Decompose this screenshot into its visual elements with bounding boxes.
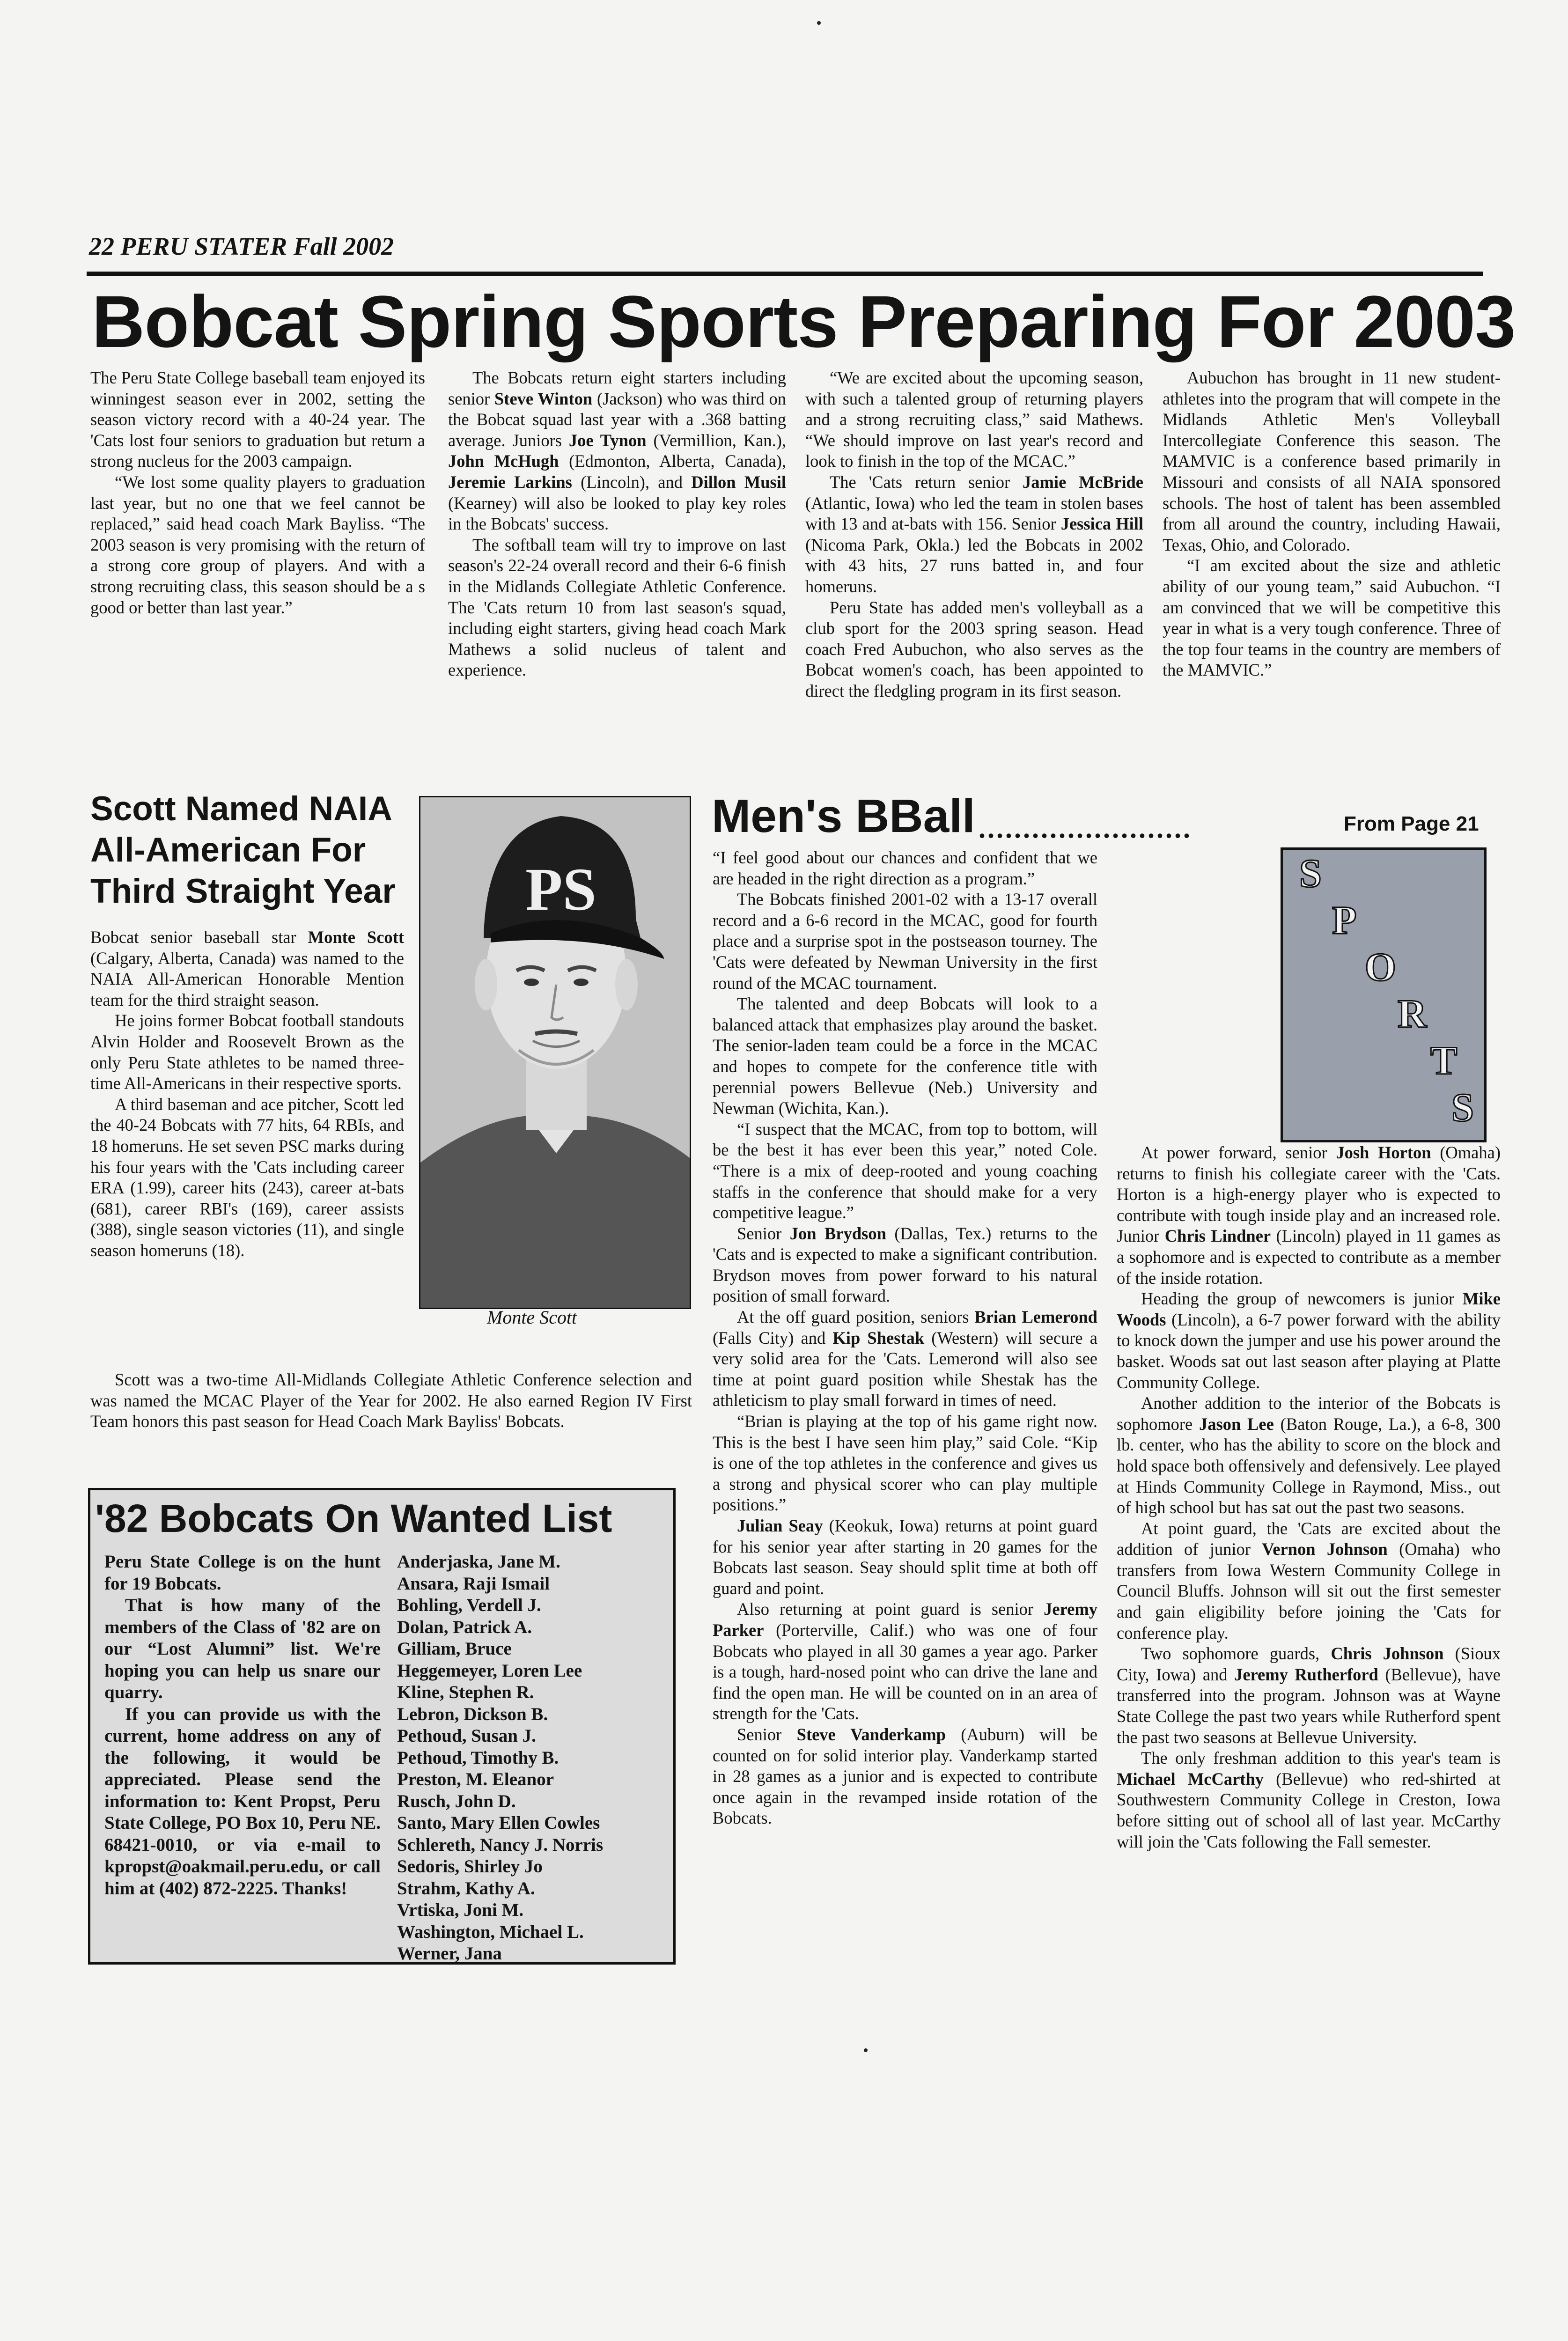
photo-caption: Monte Scott [487,1307,577,1328]
bold-name: Monte Scott [308,928,404,947]
article-paragraph: “I am excited about the size and athletic ability of our young team,” said Aubuchon. “I am convinced that we will be competitive this year in what is a very tough conference. Three of the top four teams in the country are members of the MAMVIC.” [1163,556,1501,680]
wanted-name: Anderjaska, Jane M. [397,1552,560,1572]
article-paragraph: The softball team will try to improve on last season's 22-24 overall record and their 6-6 finish in the Midlands Collegiate Athletic Conference. The 'Cats return 10 from last season's squad, including eight starters, giving head coach Mark Mathews a solid nucleus of talent and experience. [448,535,786,680]
bold-name: Kip Shestak [832,1328,925,1347]
bold-name: Jeremy Rutherford [1234,1664,1378,1684]
wanted-name: Kline, Stephen R. [397,1682,534,1702]
wanted-paragraph: Peru State College is on the hunt for 19 Bobcats. [104,1552,381,1594]
article-paragraph: Heading the group of newcomers is junior Mike Woods (Lincoln), a 6-7 power forward with the ability to knock down the jumper and use his power around the basket. Woods sat out last season after playing at Platte Community College. [1117,1289,1501,1392]
bold-name: Steve Winton [494,389,593,408]
bold-name: Steve Vanderkamp [796,1724,946,1744]
wanted-names-list [397,1551,669,1965]
bold-name: Mike Woods [1117,1289,1501,1329]
bold-name: Michael McCarthy [1117,1769,1264,1789]
bold-name: Chris Lindner [1164,1226,1271,1246]
article-paragraph: Senior Jon Brydson (Dallas, Tex.) returns to the 'Cats and is expected to make a significant contribution. Brydson moves from power forward to his natural position of small forward. [713,1223,1097,1306]
wanted-name: Preston, M. Eleanor [397,1769,554,1789]
bold-name: Josh Horton [1336,1143,1431,1162]
bold-name: Joe Tynon [568,430,647,450]
sports-letter: S [1451,1085,1474,1130]
article-paragraph: The Bobcats return eight starters including senior Steve Winton (Jackson) who was third on the Bobcat squad last year with a .368 batting average. Juniors Joe Tynon (Vermillion, Kan.), John McHugh (Edmonton, Alberta, Canada), Jeremie Larkins (Lincoln), and Dillon Musil (Kearney) will also be looked to play key roles in the Bobcats' success. [448,368,786,534]
print-speck [864,2048,868,2052]
wanted-name: Gilliam, Bruce [397,1639,512,1659]
page-folio: 22 PERU STATER Fall 2002 [89,232,394,260]
wanted-name: Rusch, John D. [397,1791,516,1811]
article-paragraph: Scott was a two-time All-Midlands Collegiate Athletic Conference selection and was named the MCAC Player of the Year for 2002. He also earned Region IV First Team honors this past season for Head Coach Mark Bayliss' Bobcats. [90,1370,692,1431]
wanted-name: Bohling, Verdell J. [397,1595,541,1615]
wanted-name: Pethoud, Timothy B. [397,1747,559,1768]
bold-name: Jamie McBride [1023,472,1143,492]
bold-name: Vernon Johnson [1262,1539,1388,1559]
wanted-name: Schlereth, Nancy J. Norris [397,1834,604,1855]
article-paragraph: Aubuchon has brought in 11 new student-athletes into the program that will compete in the Midlands Athletic Men's Volleyball Intercollegiate Conference this season. The MAMVIC is a conference based primarily in Missouri and consists of all NAIA sponsored schools. The host of talent has been assembled from all around the country, including Hawaii, Texas, Ohio, and Colorado. [1163,368,1501,554]
article-paragraph: The only freshman addition to this year's team is Michael McCarthy (Bellevue) who red-shirted at Southwestern Community College in Creston, Iowa before sitting out of school all of last year. McCarthy will join the 'Cats following the Fall semester. [1117,1748,1501,1851]
wanted-name: Lebron, Dickson B. [397,1704,548,1724]
article-paragraph: A third baseman and ace pitcher, Scott led the 40-24 Bobcats with 77 hits, 64 RBIs, and 18 homeruns. He set seven PSC marks during his four years with the 'Cats including career ERA (1.99), career hits (243), career at-bats (681), career RBI's (169), career assists (388), single season victories (11), and single season homeruns (18). [90,1094,404,1260]
article-paragraph: “I suspect that the MCAC, from top to bottom, will be the best it has ever been this year,” noted Cole. “There is a mix of deep-rooted and young coaching staffs in the conference that should make for a very competitive league.” [713,1119,1097,1222]
sports-letter: P [1332,898,1357,942]
article-paragraph: Senior Steve Vanderkamp (Auburn) will be counted on for solid interior play. Vanderkamp started in 28 games as a junior and is expected to contribute once again in the revamped inside rotation of the Bobcats. [713,1724,1097,1828]
article-paragraph: At the off guard position, seniors Brian Lemerond (Falls City) and Kip Shestak (Western) will secure a very solid area for the 'Cats. Lemerond will also see time at point guard position while Shestak has the athleticism to play small forward in times of need. [713,1307,1097,1410]
wanted-list-text [104,1551,381,1899]
wanted-name: Sedoris, Shirley Jo [397,1856,543,1877]
scott-col-bottom [90,1369,692,1475]
bold-name: Jon Brydson [789,1223,886,1243]
print-speck [817,21,821,25]
article-paragraph: At point guard, the 'Cats are excited about the addition of junior Vernon Johnson (Omaha) who transfers from Iowa Western Community College in Council Bluffs. Johnson will sit out the first semester and gain eligibility before joining the 'Cats for conference play. [1117,1518,1501,1642]
bball-jump-line: From Page 21 [1344,812,1479,835]
article-paragraph: “I feel good about our chances and confident that we are headed in the right direction as a program.” [713,848,1097,888]
sports-letter: O [1365,944,1396,989]
spring-col-2 [448,368,786,770]
cap-logo: PS [525,856,596,923]
wanted-name: Washington, Michael L. [397,1921,584,1942]
article-paragraph: “We are excited about the upcoming season, with such a talented group of returning players and a strong recruiting class,” said Mathews. “We should improve on last year's record and look to finish in the top of the MCAC.” [805,368,1143,471]
article-paragraph: Bobcat senior baseball star Monte Scott (Calgary, Alberta, Canada) was named to the NAIA All-American Honorable Mention team for the third straight season. [90,928,404,1009]
wanted-paragraph: If you can provide us with the current, home address on any of the following, it would be appreciated. Please send the information to: Kent Propst, Peru State College, PO Box 10, Peru NE. 68421-0010, or via e-mail to kpropst@oakmail.peru.edu, or call him at (402) 872-2225. Thanks! [104,1704,381,1899]
bold-name: Dillon Musil [691,472,786,492]
article-paragraph: At power forward, senior Josh Horton (Omaha) returns to finish his collegiate career with the 'Cats. Horton is a high-energy player who is expected to contribute with tough inside play and an increased role. Junior Chris Lindner (Lincoln) played in 11 games as a sophomore and is expected to contribute as a member of the inside rotation. [1117,1143,1501,1288]
sports-graphic-box [1281,847,1487,1142]
wanted-name: Heggemeyer, Loren Lee [397,1660,582,1681]
article-paragraph: The talented and deep Bobcats will look to a balanced attack that emphasizes play around the basket. The senior-laden team could be a force in the MCAC and hopes to compete for the conference title with perennial powers Bellevue (Neb.) University and Newman (Wichita, Kan.). [713,994,1097,1118]
bold-name: Jeremy Parker [713,1599,1097,1640]
wanted-name: Pethoud, Susan J. [397,1726,536,1746]
article-paragraph: Also returning at point guard is senior Jeremy Parker (Porterville, Calif.) who was one of four Bobcats who played in all 30 games a year ago. Parker is a tough, hard-nosed point who can drive the lane and find the open man. He will be counted on in an area of strength for the 'Cats. [713,1599,1097,1723]
wanted-list-title: '82 Bobcats On Wanted List [95,1496,612,1540]
article-paragraph: Julian Seay (Keokuk, Iowa) returns at point guard for his senior year after starting in 20 games for the Bobcats last season. Seay should split time at both off guard and point. [713,1516,1097,1598]
wanted-name: Santo, Mary Ellen Cowles [397,1813,600,1833]
bball-col-2 [1117,1142,1501,1985]
bold-name: Jeremie Larkins [448,472,572,492]
article-paragraph: The Peru State College baseball team enjoyed its winningest season ever in 2002, setting the season victory record with a 40-24 year. The 'Cats lost four seniors to graduation but return a strong nucleus for the 2003 campaign. [90,368,425,471]
main-headline: Bobcat Spring Sports Preparing For 2003 [92,281,1516,363]
header-rule [87,272,1483,276]
scott-col-top [90,927,404,1358]
article-paragraph: “Brian is playing at the top of his game right now. This is the best I have seen him play,” said Cole. “Kip is one of the top athletes in the conference and gives us a strong and physical scorer who can play multiple positions.” [713,1412,1097,1515]
bold-name: Chris Johnson [1331,1644,1444,1664]
article-paragraph: Peru State has added men's volleyball as a club sport for the 2003 spring season. Head coach Fred Aubuchon, who also serves as the Bobcat women's coach, has been appointed to direct the fledgling program in its first season. [805,597,1143,700]
bball-leader-dots: ........................ [979,813,1192,844]
sports-letter: S [1299,851,1322,896]
wanted-name: Ansara, Raji Ismail [397,1573,550,1594]
bold-name: John McHugh [448,451,559,471]
portrait-illustration [420,797,690,1308]
wanted-paragraph: That is how many of the members of the Class of '82 are on our “Lost Alumni” list. We're hoping you can help us snare our quarry. [104,1595,381,1702]
bold-name: Brian Lemerond [974,1307,1097,1327]
bold-name: Julian Seay [737,1516,823,1535]
monte-scott-photo [419,796,691,1309]
wanted-list-box [88,1488,676,1965]
scott-headline: Scott Named NAIA All-American For Third Straight Year [90,790,396,910]
article-paragraph: “We lost some quality players to graduation last year, but no one that we feel cannot be replaced,” said head coach Mark Bayliss. “The 2003 season is very promising with the return of a strong core group of players. And with a strong recruiting class, this season should be a s good or better than last year.” [90,472,425,617]
article-paragraph: He joins former Bobcat football standouts Alvin Holder and Roosevelt Brown as the only Peru State athletes to be named three-time All-Americans in their respective sports. [90,1011,404,1093]
wanted-name: Strahm, Kathy A. [397,1878,535,1899]
spring-col-1 [90,368,425,770]
sports-letter: T [1430,1038,1458,1083]
sports-letter: R [1398,991,1427,1036]
article-paragraph: Two sophomore guards, Chris Johnson (Sioux City, Iowa) and Jeremy Rutherford (Bellevue), have transferred into the program. Johnson was at Wayne State College the past two years while Rutherford spent the past two seasons at Bellevue University. [1117,1644,1501,1747]
wanted-name: Vrtiska, Joni M. [397,1900,524,1920]
bold-name: Jason Lee [1199,1414,1274,1434]
bold-name: Jessica Hill [1060,514,1143,534]
article-paragraph: The Bobcats finished 2001-02 with a 13-17 overall record and a 6-6 record in the MCAC, good for fourth place and a surprise spot in the postseason tourney. The 'Cats were defeated by Newman University in the first round of the MCAC tournament. [713,890,1097,993]
article-paragraph: Another addition to the interior of the Bobcats is sophomore Jason Lee (Baton Rouge, La.), a 6-8, 300 lb. center, who has the ability to score on the block and hold space both offensively and defensively. Lee played at Hinds Community College in Raymond, Miss., out of high school but has sat out the past two seasons. [1117,1393,1501,1517]
wanted-name: Dolan, Patrick A. [397,1617,532,1637]
bball-headline: Men's BBall [712,790,975,842]
spring-col-4 [1163,368,1501,770]
bball-col-1 [713,847,1097,1985]
article-paragraph: The 'Cats return senior Jamie McBride (Atlantic, Iowa) who led the team in stolen bases with 13 and at-bats with 156. Senior Jessica Hill (Nicoma Park, Okla.) led the Bobcats in 2002 with 43 hits, 27 runs batted in, and four homeruns. [805,472,1143,596]
wanted-name: Werner, Jana [397,1943,502,1964]
spring-col-3 [805,368,1143,770]
